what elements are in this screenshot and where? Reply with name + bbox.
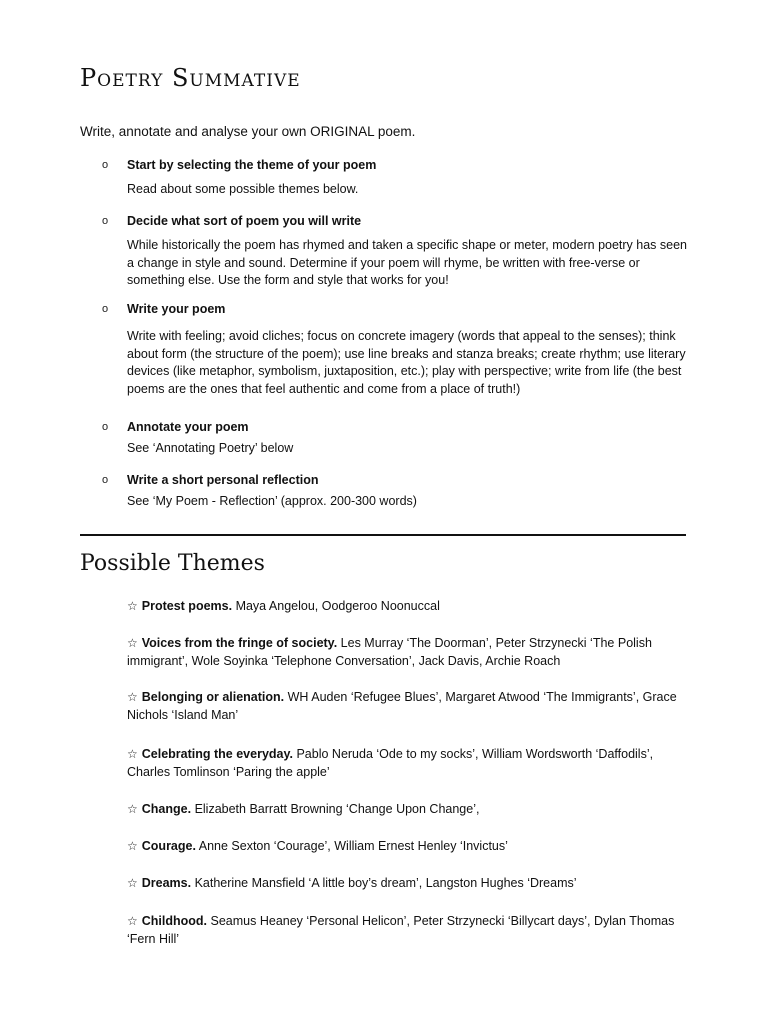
theme-detail: Seamus Heaney ‘Personal Helicon’, Peter Strzynecki ‘Billycart days’, Dylan Thomas ‘Fern Hill’: [127, 914, 675, 946]
theme-item: [127, 745, 697, 781]
star-icon: ☆: [127, 839, 138, 853]
star-icon: ☆: [127, 636, 138, 650]
theme-name: Protest poems.: [141, 599, 233, 613]
theme-name: Courage.: [141, 839, 196, 853]
step-title: Decide what sort of poem you will write: [127, 214, 362, 228]
theme-name: Celebrating the everyday.: [141, 747, 293, 761]
theme-item: [127, 874, 697, 892]
star-icon: ☆: [127, 690, 138, 704]
step-body: See ‘My Poem - Reflection’ (approx. 200-300 words): [127, 494, 417, 508]
theme-item: [127, 800, 697, 818]
step-body: While historically the poem has rhymed and taken a specific shape or meter, modern poetry has seen a change in style and sound. Determine if your poem will rhyme, be written with free-verse or something else. Use the form and style that works for you!: [127, 238, 688, 287]
section-divider: [80, 534, 686, 536]
theme-detail: WH Auden ‘Refugee Blues’, Margaret Atwood ‘The Immigrants’, Grace Nichols ‘Island Man’: [127, 690, 677, 722]
theme-name: Change.: [141, 802, 192, 816]
bullet-icon: o: [102, 474, 109, 486]
theme-detail: Elizabeth Barratt Browning ‘Change Upon Change’,: [194, 802, 480, 816]
step-body: Write with feeling; avoid cliches; focus on concrete imagery (words that appeal to the senses); think about form (the structure of the poem); use line breaks and stanza breaks; create rhythm; use literary devices (like metaphor, symbolism, juxtaposition, etc.); play with perspective; write from life (the best poems are the ones that feel authentic and come from a place of truth!): [127, 329, 686, 396]
theme-detail: Maya Angelou, Oodgeroo Noonuccal: [235, 599, 440, 613]
theme-name: Childhood.: [141, 914, 208, 928]
theme-name: Voices from the fringe of society.: [141, 636, 338, 650]
step-title: Write your poem: [127, 302, 226, 316]
theme-detail: Katherine Mansfield ‘A little boy’s dream’, Langston Hughes ‘Dreams’: [194, 876, 577, 890]
theme-item: [127, 597, 697, 615]
step-body: See ‘Annotating Poetry’ below: [127, 441, 294, 455]
step-title: Write a short personal reflection: [127, 473, 319, 487]
star-icon: ☆: [127, 747, 138, 761]
theme-detail: Les Murray ‘The Doorman’, Peter Strzynecki ‘The Polish immigrant’, Wole Soyinka ‘Telephone Conversation’, Jack Davis, Archie Roach: [127, 636, 652, 668]
theme-name: Dreams.: [141, 876, 192, 890]
themes-heading: Possible Themes: [80, 551, 265, 576]
step-title: Start by selecting the theme of your poem: [127, 158, 377, 172]
star-icon: ☆: [127, 802, 138, 816]
theme-item: [127, 912, 697, 948]
theme-item: [127, 634, 697, 670]
theme-detail: Pablo Neruda ‘Ode to my socks’, William Wordsworth ‘Daffodils’, Charles Tomlinson ‘Paring the apple’: [127, 747, 654, 779]
bullet-icon: o: [102, 215, 109, 227]
step-title: Annotate your poem: [127, 420, 249, 434]
theme-item: [127, 688, 697, 724]
theme-name: Belonging or alienation.: [141, 690, 285, 704]
page-title: Poetry Summative: [80, 64, 301, 92]
star-icon: ☆: [127, 914, 138, 928]
star-icon: ☆: [127, 599, 138, 613]
theme-item: [127, 837, 697, 855]
step-body: Read about some possible themes below.: [127, 182, 359, 196]
bullet-icon: o: [102, 159, 109, 171]
intro-text: Write, annotate and analyse your own ORIGINAL poem.: [80, 124, 416, 139]
star-icon: ☆: [127, 876, 138, 890]
bullet-icon: o: [102, 421, 109, 433]
theme-detail: Anne Sexton ‘Courage’, William Ernest Henley ‘Invictus’: [198, 839, 508, 853]
bullet-icon: o: [102, 303, 109, 315]
